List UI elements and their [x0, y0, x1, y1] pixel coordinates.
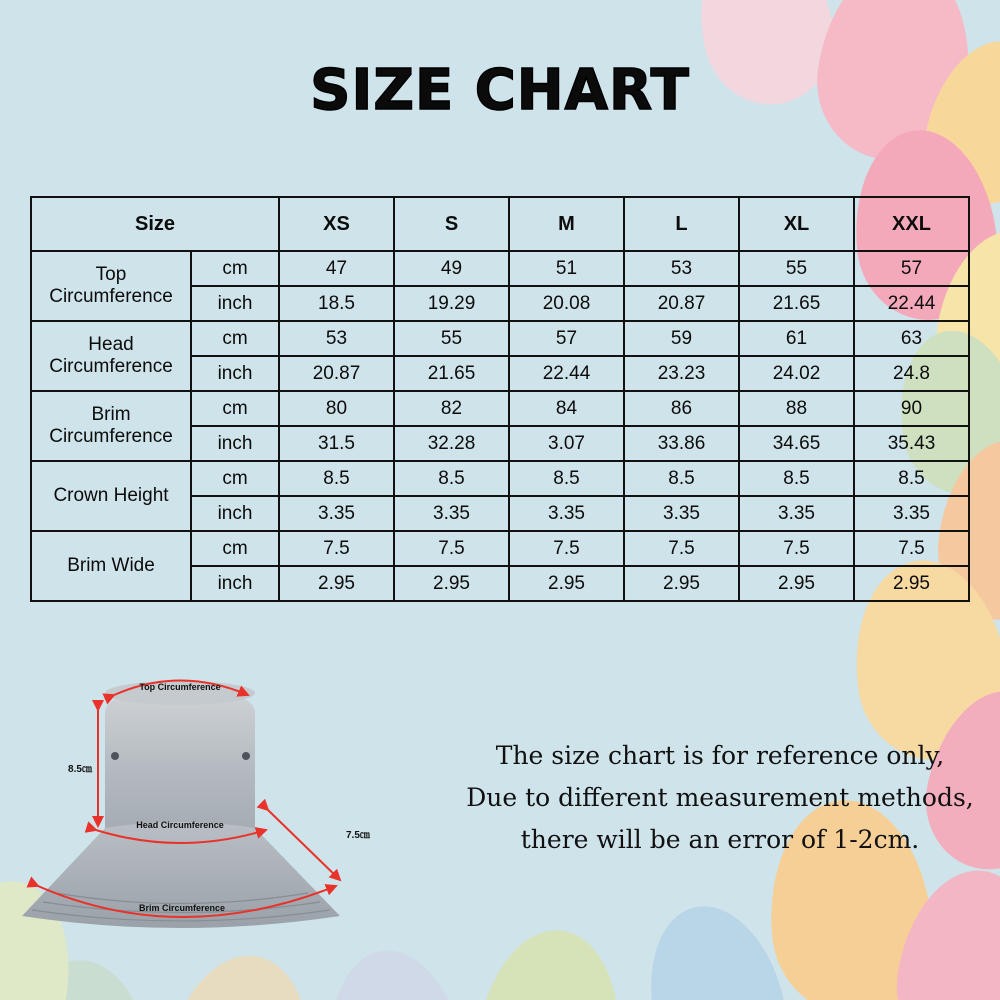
cell: 7.5: [624, 531, 739, 566]
table-row: [31, 391, 969, 426]
cell: 22.44: [509, 356, 624, 391]
cell: 55: [394, 321, 509, 356]
cell: 3.35: [624, 496, 739, 531]
hat-eyelet-right-icon: [242, 752, 250, 760]
unit-inch: inch: [191, 426, 279, 461]
cell: 82: [394, 391, 509, 426]
table-header-row: [31, 197, 969, 251]
cell: 53: [624, 251, 739, 286]
row-label-top-circumference: Top Circumference: [31, 251, 191, 321]
cell: 33.86: [624, 426, 739, 461]
cell: 59: [624, 321, 739, 356]
cell: 51: [509, 251, 624, 286]
hat-eyelet-left-icon: [111, 752, 119, 760]
cell: 2.95: [509, 566, 624, 601]
cell: 55: [739, 251, 854, 286]
cell: 23.23: [624, 356, 739, 391]
cell: 19.29: [394, 286, 509, 321]
cell: 61: [739, 321, 854, 356]
cell: 7.5: [739, 531, 854, 566]
hat-measurement-illustration: [10, 648, 470, 948]
size-table-header: [31, 197, 969, 251]
cell: 8.5: [854, 461, 969, 496]
cell: 49: [394, 251, 509, 286]
cell: 2.95: [739, 566, 854, 601]
table-row: [31, 461, 969, 496]
cell: 88: [739, 391, 854, 426]
cell: 7.5: [854, 531, 969, 566]
size-table-body: [31, 251, 969, 601]
header-xs: XS: [279, 197, 394, 251]
cell: 57: [854, 251, 969, 286]
page-title: SIZE CHART: [310, 58, 690, 123]
hat-crown-shape: [105, 690, 255, 833]
unit-cm: cm: [191, 321, 279, 356]
cell: 8.5: [394, 461, 509, 496]
header-m: M: [509, 197, 624, 251]
row-label-brim-wide: Brim Wide: [31, 531, 191, 601]
cell: 34.65: [739, 426, 854, 461]
cell: 24.8: [854, 356, 969, 391]
cell: 3.35: [394, 496, 509, 531]
cell: 2.95: [279, 566, 394, 601]
cell: 8.5: [279, 461, 394, 496]
cell: 80: [279, 391, 394, 426]
unit-cm: cm: [191, 531, 279, 566]
unit-inch: inch: [191, 496, 279, 531]
unit-cm: cm: [191, 251, 279, 286]
cell: 3.35: [509, 496, 624, 531]
cell: 7.5: [394, 531, 509, 566]
header-s: S: [394, 197, 509, 251]
cell: 21.65: [739, 286, 854, 321]
cell: 84: [509, 391, 624, 426]
cell: 20.87: [624, 286, 739, 321]
cell: 53: [279, 321, 394, 356]
cell: 2.95: [394, 566, 509, 601]
unit-inch: inch: [191, 286, 279, 321]
header-l: L: [624, 197, 739, 251]
note-line-1: The size chart is for reference only,: [495, 741, 945, 770]
cell: 3.35: [854, 496, 969, 531]
unit-cm: cm: [191, 391, 279, 426]
cell: 31.5: [279, 426, 394, 461]
size-table: [30, 196, 970, 602]
cell: 7.5: [279, 531, 394, 566]
crown-height-label: 8.5㎝: [68, 764, 92, 775]
row-label-brim-circumference: Brim Circumference: [31, 391, 191, 461]
cell: 86: [624, 391, 739, 426]
table-row: [31, 321, 969, 356]
cell: 8.5: [509, 461, 624, 496]
cell: 3.35: [739, 496, 854, 531]
table-row: [31, 531, 969, 566]
disclaimer-note: [460, 735, 980, 861]
header-xxl: XXL: [854, 197, 969, 251]
head-circumference-label: Head Circumference: [136, 820, 224, 830]
cell: 32.28: [394, 426, 509, 461]
unit-inch: inch: [191, 566, 279, 601]
header-xl: XL: [739, 197, 854, 251]
cell: 7.5: [509, 531, 624, 566]
cell: 8.5: [739, 461, 854, 496]
cell: 18.5: [279, 286, 394, 321]
cell: 35.43: [854, 426, 969, 461]
top-circumference-label: Top Circumference: [139, 682, 221, 692]
cell: 20.87: [279, 356, 394, 391]
brim-circumference-label: Brim Circumference: [138, 903, 226, 913]
row-label-crown-height: Crown Height: [31, 461, 191, 531]
note-line-2: Due to different measurement methods,: [466, 783, 974, 812]
cell: 3.07: [509, 426, 624, 461]
header-size: Size: [31, 197, 279, 251]
cell: 24.02: [739, 356, 854, 391]
unit-inch: inch: [191, 356, 279, 391]
cell: 20.08: [509, 286, 624, 321]
size-table-container: [30, 196, 970, 602]
cell: 2.95: [854, 566, 969, 601]
cell: 57: [509, 321, 624, 356]
note-line-3: there will be an error of 1-2cm.: [520, 825, 920, 854]
cell: 22.44: [854, 286, 969, 321]
cell: 90: [854, 391, 969, 426]
cell: 8.5: [624, 461, 739, 496]
cell: 47: [279, 251, 394, 286]
hat-diagram-svg: [10, 648, 470, 948]
cell: 2.95: [624, 566, 739, 601]
unit-cm: cm: [191, 461, 279, 496]
cell: 3.35: [279, 496, 394, 531]
cell: 63: [854, 321, 969, 356]
row-label-head-circumference: Head Circumference: [31, 321, 191, 391]
table-row: [31, 251, 969, 286]
cell: 21.65: [394, 356, 509, 391]
brim-wide-label: 7.5㎝: [346, 830, 370, 841]
